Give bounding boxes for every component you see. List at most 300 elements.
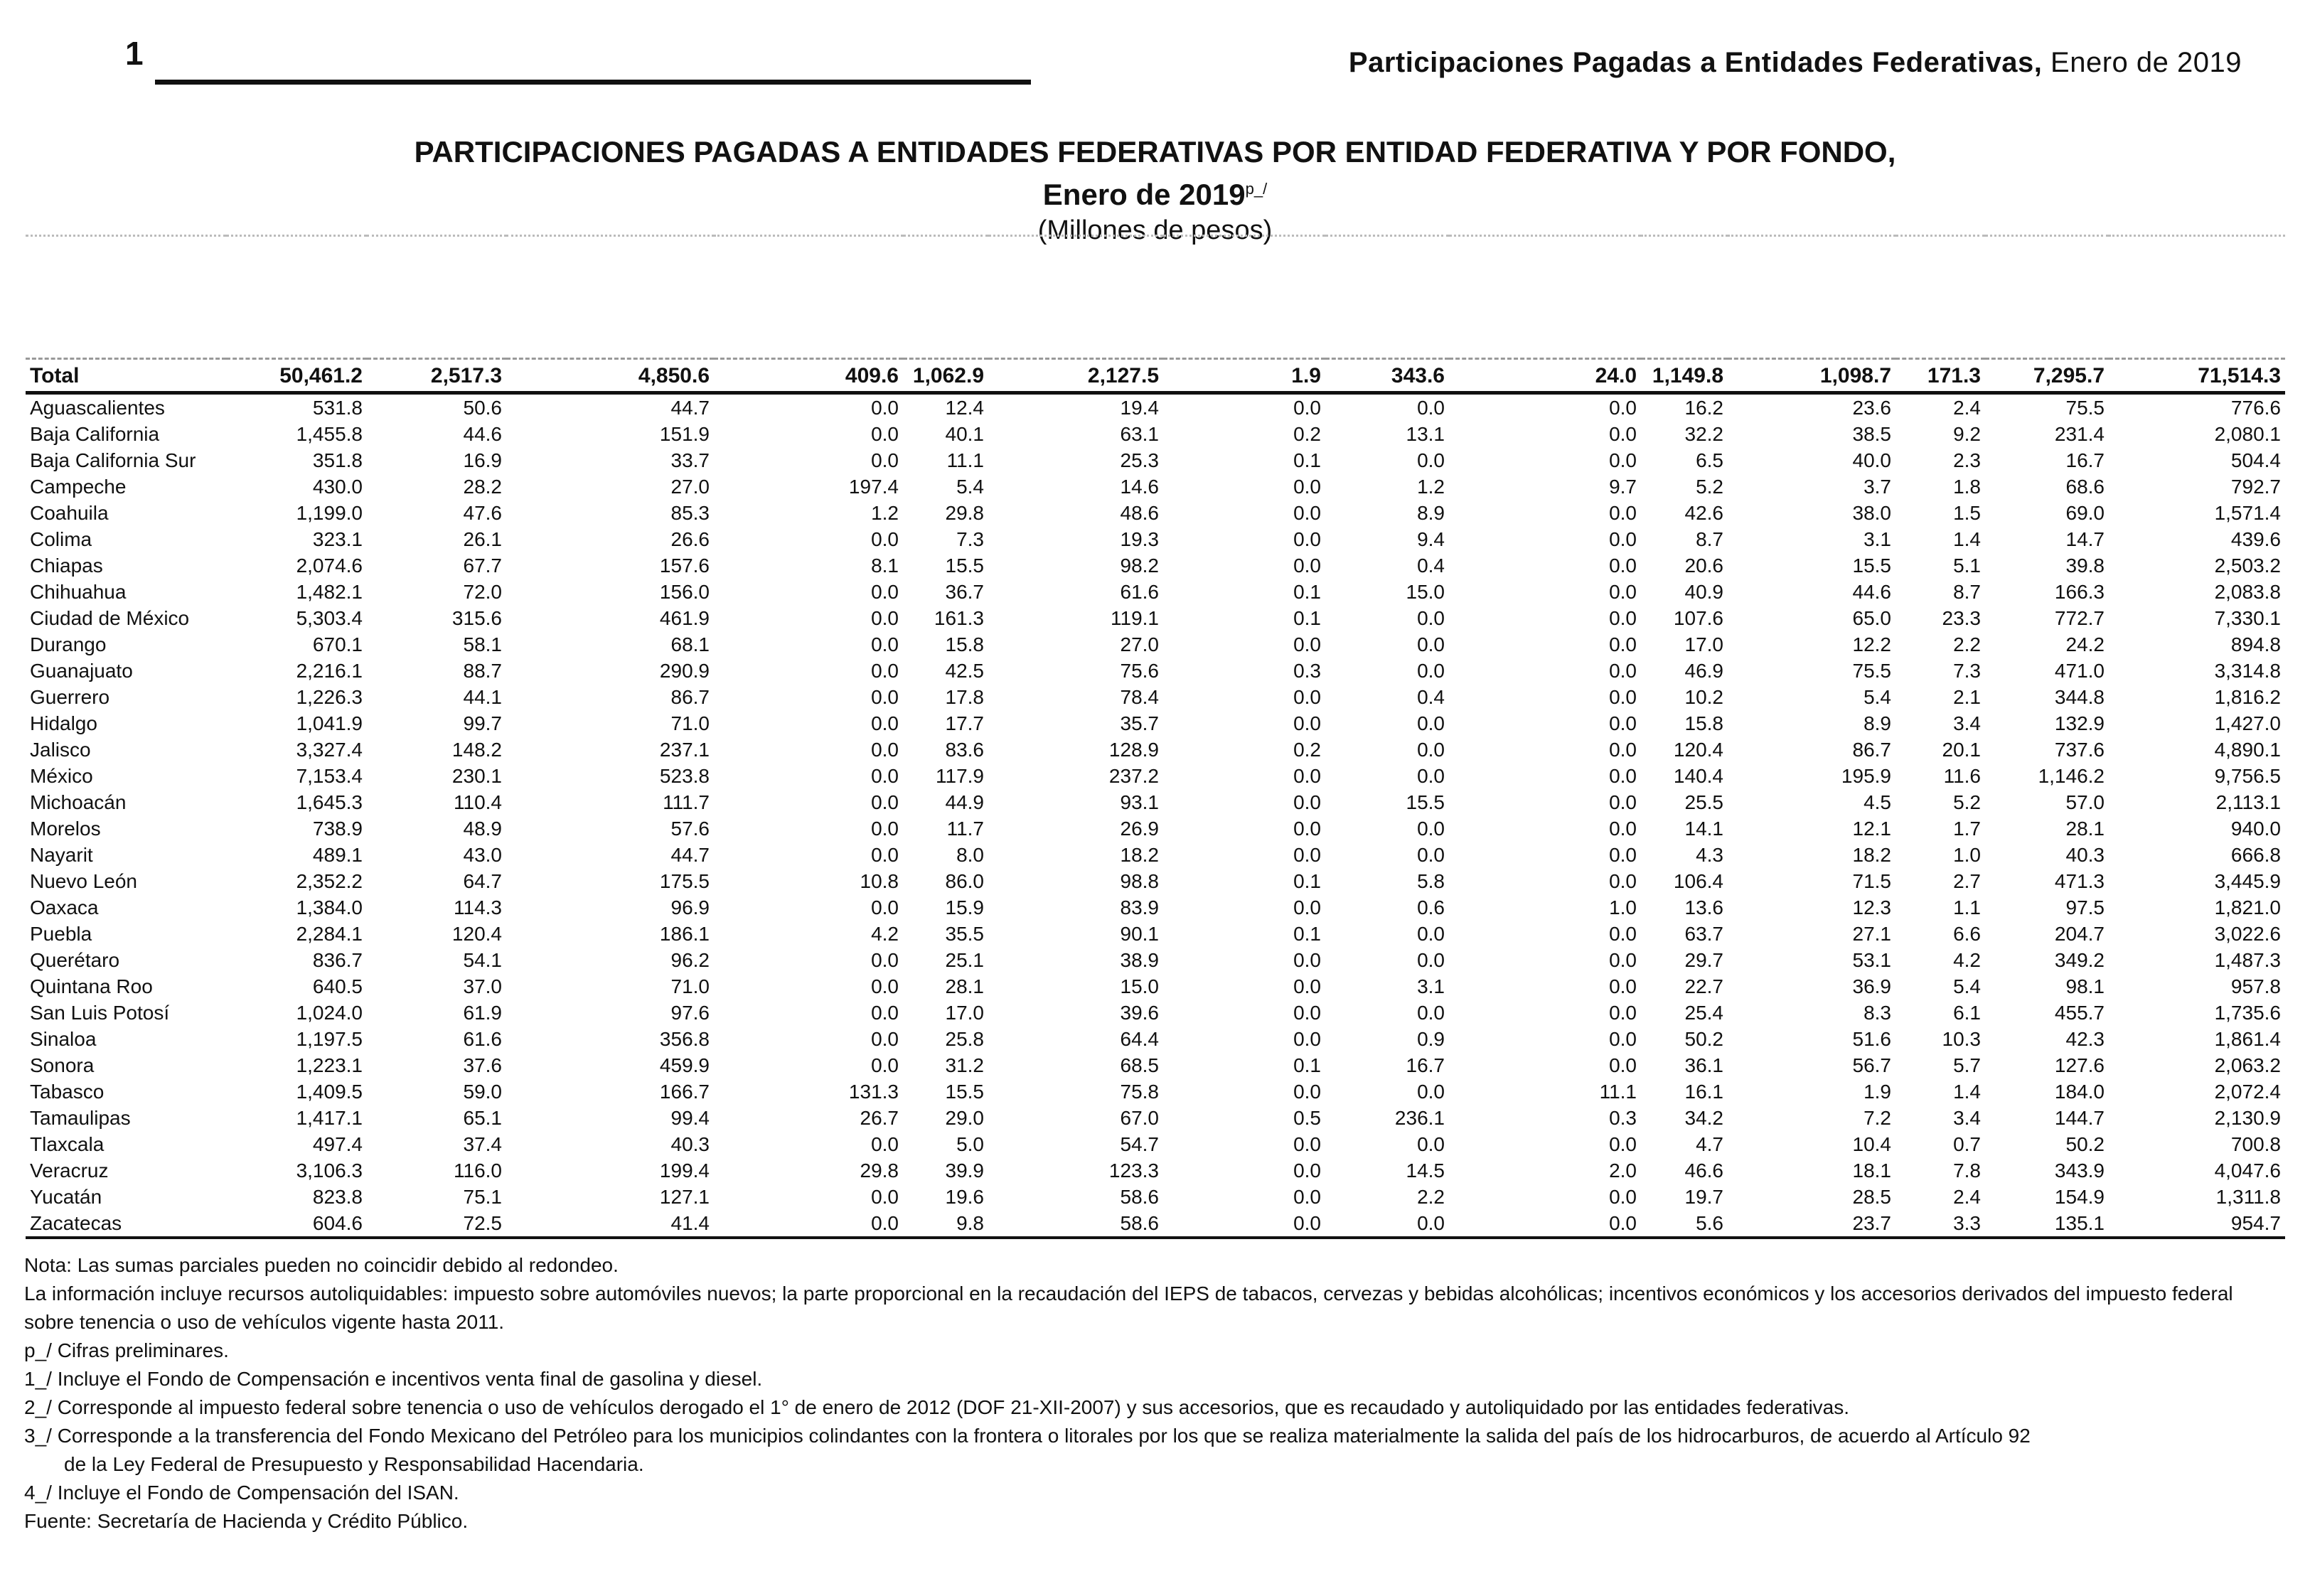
value-cell: 53.1	[1852, 949, 1891, 971]
value-cell: 0.0	[1417, 607, 1445, 629]
value-cell: 29.8	[945, 502, 984, 524]
faded-header-cell	[1728, 236, 1895, 359]
value-cell: 954.7	[2109, 1210, 2285, 1238]
value-cell: 99.7	[463, 712, 502, 734]
value-cell: 19.3	[1120, 528, 1159, 550]
value-cell: 19.7	[1684, 1186, 1723, 1208]
value-cell: 56.7	[1852, 1054, 1891, 1076]
value-cell: 144.7	[2054, 1107, 2105, 1129]
value-cell: 148.2	[451, 739, 502, 761]
value-cell: 39.8	[2065, 555, 2105, 577]
value-cell: 1,821.0	[2214, 896, 2281, 918]
value-cell: 42.5	[945, 660, 984, 682]
value-cell: 127.1	[659, 1186, 710, 1208]
value-cell: 27.0	[1120, 633, 1159, 655]
value-cell: 23.3	[1942, 607, 1981, 629]
value-cell: 0.0	[1609, 870, 1637, 892]
value-cell: 12.4	[945, 397, 984, 419]
value-cell: 19.6	[945, 1186, 984, 1208]
value-cell: 61.9	[463, 1002, 502, 1024]
value-cell: 120.4	[451, 923, 502, 945]
entity-name-cell: Total	[26, 359, 226, 393]
value-cell: 32.2	[1684, 423, 1723, 445]
value-cell: 0.0	[871, 449, 899, 471]
value-cell: 5.2	[1696, 476, 1723, 498]
value-cell: 16.7	[1406, 1054, 1445, 1076]
value-cell: 5.7	[1953, 1054, 1981, 1076]
value-cell: 0.0	[1609, 581, 1637, 603]
value-cell: 107.6	[1673, 607, 1723, 629]
value-cell: 4,890.1	[2214, 739, 2281, 761]
value-cell: 0.0	[1417, 712, 1445, 734]
value-cell: 11.1	[1599, 1081, 1637, 1103]
value-cell: 42.3	[2065, 1028, 2105, 1050]
value-cell: 24.0	[1449, 359, 1641, 393]
footnote-line: p_/ Cifras preliminares.	[24, 1339, 229, 1361]
value-cell: 323.1	[312, 528, 363, 550]
value-cell: 489.1	[312, 844, 363, 866]
value-cell: 2.3	[1953, 449, 1981, 471]
table-row	[26, 684, 2285, 710]
entity-name-cell: Ciudad de México	[30, 607, 190, 629]
value-cell: 0.0	[1609, 502, 1637, 524]
entity-name-cell: Oaxaca	[30, 896, 99, 918]
value-cell: 98.8	[1120, 870, 1159, 892]
value-cell: 161.3	[934, 607, 984, 629]
value-cell: 50,461.2	[226, 359, 367, 393]
value-cell: 111.7	[663, 791, 710, 813]
value-cell: 1.4	[1953, 528, 1981, 550]
value-cell: 315.6	[451, 607, 502, 629]
footnote-line: 3_/ Corresponde a la transferencia del Fondo Mexicano del Petróleo para los municipios colindantes con la frontera o litorales por los que se realiza materialmente la salida del país de los hidrocarburos, de acuerdo al Artículo 92	[24, 1425, 2031, 1447]
value-cell: 36.7	[945, 581, 984, 603]
value-cell: 0.0	[1417, 449, 1445, 471]
value-cell: 0.3	[1609, 1107, 1637, 1129]
value-cell: 0.0	[1293, 1028, 1321, 1050]
value-cell: 24.2	[2065, 633, 2105, 655]
value-cell: 1,409.5	[296, 1081, 363, 1103]
value-cell: 35.7	[1120, 712, 1159, 734]
value-cell: 5.6	[1641, 1210, 1728, 1238]
entity-name-cell: México	[30, 765, 93, 787]
entity-name-cell: Baja California	[30, 423, 160, 445]
value-cell: 8.0	[956, 844, 984, 866]
value-cell: 0.0	[871, 739, 899, 761]
value-cell: 1,146.2	[2038, 765, 2105, 787]
entity-name-cell: Veracruz	[30, 1159, 109, 1182]
entity-name-cell: Querétaro	[30, 949, 120, 971]
value-cell: 40.1	[945, 423, 984, 445]
entity-name-cell: Morelos	[30, 818, 101, 840]
value-cell: 110.4	[454, 791, 502, 813]
value-cell: 0.5	[1293, 1107, 1321, 1129]
value-cell: 58.6	[1120, 1186, 1159, 1208]
value-cell: 0.0	[1293, 765, 1321, 787]
value-cell: 96.9	[670, 896, 710, 918]
value-cell: 116.0	[454, 1159, 502, 1182]
value-cell: 40.0	[1852, 449, 1891, 471]
value-cell: 1.1	[1953, 896, 1981, 918]
value-cell: 0.0	[1417, 818, 1445, 840]
value-cell: 1,098.7	[1728, 359, 1895, 393]
table-row	[26, 500, 2285, 526]
value-cell: 0.0	[1609, 555, 1637, 577]
value-cell: 127.6	[2054, 1054, 2105, 1076]
value-cell: 3.3	[1895, 1210, 1985, 1238]
value-cell: 237.1	[659, 739, 710, 761]
value-cell: 1,861.4	[2214, 1028, 2281, 1050]
value-cell: 836.7	[312, 949, 363, 971]
value-cell: 54.1	[463, 949, 502, 971]
value-cell: 15.8	[1684, 712, 1723, 734]
value-cell: 1,417.1	[296, 1107, 363, 1129]
value-cell: 25.4	[1684, 1002, 1723, 1024]
value-cell: 0.0	[871, 1133, 899, 1155]
value-cell: 0.0	[1609, 449, 1637, 471]
value-cell: 1.2	[871, 502, 899, 524]
value-cell: 23.7	[1728, 1210, 1895, 1238]
value-cell: 0.0	[1449, 1210, 1641, 1238]
value-cell: 0.0	[871, 423, 899, 445]
value-cell: 14.6	[1120, 476, 1159, 498]
value-cell: 0.0	[871, 896, 899, 918]
value-cell: 0.1	[1293, 581, 1321, 603]
value-cell: 0.0	[871, 660, 899, 682]
value-cell: 0.3	[1293, 660, 1321, 682]
value-cell: 0.0	[871, 686, 899, 708]
value-cell: 0.0	[1609, 739, 1637, 761]
value-cell: 10.8	[860, 870, 899, 892]
value-cell: 0.2	[1293, 739, 1321, 761]
entity-name-cell: Guanajuato	[30, 660, 133, 682]
value-cell: 90.1	[1120, 923, 1159, 945]
value-cell: 71.5	[1852, 870, 1891, 892]
value-cell: 0.0	[1293, 712, 1321, 734]
value-cell: 471.0	[2054, 660, 2105, 682]
value-cell: 37.4	[463, 1133, 502, 1155]
value-cell: 75.5	[1852, 660, 1891, 682]
value-cell: 11.6	[1943, 765, 1981, 787]
value-cell: 0.0	[1609, 975, 1637, 997]
value-cell: 2,127.5	[988, 359, 1163, 393]
value-cell: 98.1	[2065, 975, 2105, 997]
table-row	[26, 1026, 2285, 1052]
value-cell: 237.2	[1108, 765, 1159, 787]
value-cell: 13.6	[1684, 896, 1723, 918]
value-cell: 666.8	[2230, 844, 2281, 866]
value-cell: 25.8	[945, 1028, 984, 1050]
value-cell: 83.6	[945, 739, 984, 761]
value-cell: 195.9	[1841, 765, 1891, 787]
value-cell: 231.4	[2054, 423, 2105, 445]
value-cell: 0.0	[1293, 476, 1321, 498]
value-cell: 83.9	[1120, 896, 1159, 918]
value-cell: 236.1	[1394, 1107, 1445, 1129]
value-cell: 184.0	[2054, 1081, 2105, 1103]
footnote-line: 1_/ Incluye el Fondo de Compensación e incentivos venta final de gasolina y diesel.	[24, 1368, 763, 1390]
value-cell: 78.4	[1120, 686, 1159, 708]
value-cell: 75.1	[463, 1186, 502, 1208]
value-cell: 68.1	[670, 633, 710, 655]
value-cell: 156.0	[659, 581, 710, 603]
value-cell: 1.8	[1953, 476, 1981, 498]
value-cell: 230.1	[451, 765, 502, 787]
value-cell: 4,850.6	[506, 359, 714, 393]
value-cell: 1,024.0	[296, 1002, 363, 1024]
value-cell: 0.0	[1609, 528, 1637, 550]
document-title: PARTICIPACIONES PAGADAS A ENTIDADES FEDERATIVAS POR ENTIDAD FEDERATIVA Y POR FONDO,	[414, 135, 1896, 168]
value-cell: 0.0	[1417, 844, 1445, 866]
table-row	[26, 921, 2285, 947]
value-cell: 29.0	[945, 1107, 984, 1129]
table-row	[26, 579, 2285, 605]
value-cell: 1,311.8	[2215, 1186, 2281, 1208]
table-row	[26, 868, 2285, 894]
value-cell: 75.6	[1120, 660, 1159, 682]
value-cell: 343.6	[1325, 359, 1449, 393]
value-cell: 25.5	[1684, 791, 1723, 813]
running-head	[1349, 47, 2242, 79]
value-cell: 64.4	[1120, 1028, 1159, 1050]
value-cell: 0.0	[1293, 896, 1321, 918]
value-cell: 351.8	[312, 449, 363, 471]
value-cell: 0.0	[871, 1002, 899, 1024]
value-cell: 154.9	[2054, 1186, 2105, 1208]
value-cell: 670.1	[312, 633, 363, 655]
value-cell: 57.6	[670, 818, 710, 840]
value-cell: 0.0	[1609, 1133, 1637, 1155]
value-cell: 15.5	[1852, 555, 1891, 577]
value-cell: 640.5	[312, 975, 363, 997]
value-cell: 1,199.0	[296, 502, 363, 524]
value-cell: 36.1	[1684, 1054, 1723, 1076]
value-cell: 0.0	[1293, 1081, 1321, 1103]
value-cell: 4.7	[1696, 1133, 1723, 1155]
value-cell: 2,080.1	[2214, 423, 2281, 445]
value-cell: 43.0	[463, 844, 502, 866]
value-cell: 0.0	[871, 791, 899, 813]
value-cell: 4.5	[1863, 791, 1891, 813]
faded-header-cell	[367, 236, 506, 359]
table-body	[26, 359, 2285, 1238]
entity-name-cell: Sonora	[30, 1054, 95, 1076]
value-cell: 98.2	[1120, 555, 1159, 577]
value-cell: 0.0	[1293, 686, 1321, 708]
value-cell: 71,514.3	[2109, 359, 2285, 393]
value-cell: 1,571.4	[2214, 502, 2281, 524]
subtitle-date: Enero de 2019	[1042, 178, 1246, 211]
value-cell: 29.8	[860, 1159, 899, 1182]
value-cell: 1.4	[1953, 1081, 1981, 1103]
entity-name-cell: Tlaxcala	[30, 1133, 105, 1155]
value-cell: 71.0	[670, 975, 710, 997]
value-cell: 0.2	[1293, 423, 1321, 445]
value-cell: 8.3	[1863, 1002, 1891, 1024]
value-cell: 1.5	[1953, 502, 1981, 524]
value-cell: 3.4	[1953, 1107, 1981, 1129]
entity-name-cell: San Luis Potosí	[30, 1002, 170, 1024]
value-cell: 4.3	[1696, 844, 1723, 866]
value-cell: 59.0	[463, 1081, 502, 1103]
faded-header-cell	[1985, 236, 2109, 359]
value-cell: 22.7	[1684, 975, 1723, 997]
value-cell: 9.8	[903, 1210, 988, 1238]
faded-header-cell	[26, 236, 226, 359]
value-cell: 0.0	[1609, 607, 1637, 629]
value-cell: 106.4	[1673, 870, 1723, 892]
footnote-line: Nota: Las sumas parciales pueden no coincidir debido al redondeo.	[24, 1254, 619, 1276]
value-cell: 0.0	[871, 975, 899, 997]
entity-name-cell: Chihuahua	[30, 581, 127, 603]
value-cell: 16.9	[463, 449, 502, 471]
entity-name-cell: Coahuila	[30, 502, 109, 524]
value-cell: 0.0	[1609, 791, 1637, 813]
value-cell: 117.9	[936, 765, 984, 787]
value-cell: 46.6	[1684, 1159, 1723, 1182]
value-cell: 0.6	[1417, 896, 1445, 918]
faded-header-cell	[1163, 236, 1325, 359]
value-cell: 1.2	[1417, 476, 1445, 498]
value-cell: 58.1	[463, 633, 502, 655]
table-row	[26, 710, 2285, 737]
value-cell: 0.0	[1293, 528, 1321, 550]
value-cell: 12.1	[1852, 818, 1891, 840]
title-block	[0, 134, 2310, 247]
entity-name-cell: Hidalgo	[30, 712, 97, 734]
entity-name-cell: Jalisco	[30, 739, 91, 761]
value-cell: 11.1	[946, 449, 984, 471]
value-cell: 96.2	[670, 949, 710, 971]
value-cell: 8.1	[871, 555, 899, 577]
value-cell: 0.9	[1417, 1028, 1445, 1050]
faded-header-row	[26, 236, 2285, 359]
value-cell: 8.7	[1953, 581, 1981, 603]
value-cell: 8.9	[1863, 712, 1891, 734]
value-cell: 461.9	[659, 607, 710, 629]
value-cell: 3,327.4	[296, 739, 363, 761]
value-cell: 0.4	[1417, 555, 1445, 577]
value-cell: 14.1	[1684, 818, 1723, 840]
value-cell: 25.3	[1120, 449, 1159, 471]
faded-header-cell	[1449, 236, 1641, 359]
value-cell: 0.0	[1293, 555, 1321, 577]
header-rule	[155, 80, 1031, 85]
value-cell: 0.0	[1417, 1081, 1445, 1103]
value-cell: 504.4	[2230, 449, 2281, 471]
value-cell: 31.2	[945, 1054, 984, 1076]
value-cell: 2,517.3	[367, 359, 506, 393]
value-cell: 123.3	[1108, 1159, 1159, 1182]
value-cell: 44.1	[463, 686, 502, 708]
value-cell: 0.0	[1417, 633, 1445, 655]
total-row	[26, 359, 2285, 393]
value-cell: 0.0	[1293, 397, 1321, 419]
value-cell: 1,735.6	[2214, 1002, 2281, 1024]
value-cell: 12.3	[1852, 896, 1891, 918]
value-cell: 12.2	[1852, 633, 1891, 655]
entity-name-cell: Baja California Sur	[30, 449, 196, 471]
value-cell: 5,303.4	[296, 607, 363, 629]
value-cell: 1,223.1	[296, 1054, 363, 1076]
value-cell: 16.2	[1684, 397, 1723, 419]
value-cell: 97.6	[670, 1002, 710, 1024]
value-cell: 0.0	[1417, 739, 1445, 761]
footnotes	[24, 1251, 2278, 1536]
value-cell: 1.7	[1953, 818, 1981, 840]
value-cell: 197.4	[848, 476, 899, 498]
value-cell: 65.0	[1852, 607, 1891, 629]
entity-name-cell: Tamaulipas	[30, 1107, 131, 1129]
entity-name-cell: Nuevo León	[30, 870, 138, 892]
value-cell: 1,062.9	[903, 359, 988, 393]
value-cell: 40.9	[1684, 581, 1723, 603]
value-cell: 72.5	[367, 1210, 506, 1238]
faded-header-cell	[1895, 236, 1985, 359]
value-cell: 776.6	[2230, 397, 2281, 419]
value-cell: 4.2	[871, 923, 899, 945]
value-cell: 0.0	[1417, 660, 1445, 682]
value-cell: 0.1	[1293, 923, 1321, 945]
value-cell: 120.4	[1673, 739, 1723, 761]
value-cell: 8.9	[1417, 502, 1445, 524]
footnote-line: 4_/ Incluye el Fondo de Compensación del ISAN.	[24, 1482, 459, 1504]
value-cell: 459.9	[659, 1054, 710, 1076]
value-cell: 6.1	[1953, 1002, 1981, 1024]
value-cell: 86.7	[670, 686, 710, 708]
value-cell: 2,083.8	[2214, 581, 2281, 603]
value-cell: 1,455.8	[296, 423, 363, 445]
value-cell: 0.0	[1417, 1002, 1445, 1024]
value-cell: 0.0	[1609, 686, 1637, 708]
value-cell: 0.1	[1293, 607, 1321, 629]
value-cell: 10.2	[1684, 686, 1723, 708]
value-cell: 455.7	[2054, 1002, 2105, 1024]
value-cell: 0.0	[871, 1054, 899, 1076]
value-cell: 26.9	[1120, 818, 1159, 840]
value-cell: 0.0	[1417, 949, 1445, 971]
table-row	[26, 947, 2285, 973]
value-cell: 38.9	[1120, 949, 1159, 971]
value-cell: 7.3	[1953, 660, 1981, 682]
value-cell: 16.7	[2065, 449, 2105, 471]
value-cell: 0.0	[871, 397, 899, 419]
value-cell: 19.4	[1120, 397, 1159, 419]
value-cell: 86.7	[1852, 739, 1891, 761]
value-cell: 61.6	[1120, 581, 1159, 603]
value-cell: 5.4	[956, 476, 984, 498]
value-cell: 3.7	[1863, 476, 1891, 498]
value-cell: 50.2	[2065, 1133, 2105, 1155]
footnote-line: Fuente: Secretaría de Hacienda y Crédito Público.	[24, 1510, 469, 1532]
table-row	[26, 473, 2285, 500]
value-cell: 0.0	[871, 528, 899, 550]
page-number: 1	[125, 35, 144, 72]
footnote-line: La información incluye recursos autoliquidables: impuesto sobre automóviles nuevos; la parte proporcional en la recaudación del IEPS de tabacos, cervezas y bebidas alcohólicas; incentivos económicos y los accesorios derivados del impuesto federal sobre tenencia o uso de vehículos vigente hasta 2011.	[24, 1282, 2233, 1333]
value-cell: 2.4	[1953, 397, 1981, 419]
footnote-line: 2_/ Corresponde al impuesto federal sobre tenencia o uso de vehículos derogado el 1° de enero de 2012 (DOF 21-XII-2007) y sus accesorios, que es recaudado y autoliquidado por las entidades federativas.	[24, 1396, 1850, 1418]
value-cell: 0.0	[1417, 923, 1445, 945]
value-cell: 26.6	[670, 528, 710, 550]
value-cell: 737.6	[2054, 739, 2105, 761]
value-cell: 0.0	[871, 607, 899, 629]
value-cell: 0.0	[1609, 818, 1637, 840]
value-cell: 39.6	[1120, 1002, 1159, 1024]
value-cell: 957.8	[2230, 975, 2281, 997]
value-cell: 131.3	[848, 1081, 899, 1103]
value-cell: 38.5	[1852, 423, 1891, 445]
value-cell: 0.0	[1293, 1133, 1321, 1155]
value-cell: 0.0	[871, 765, 899, 787]
